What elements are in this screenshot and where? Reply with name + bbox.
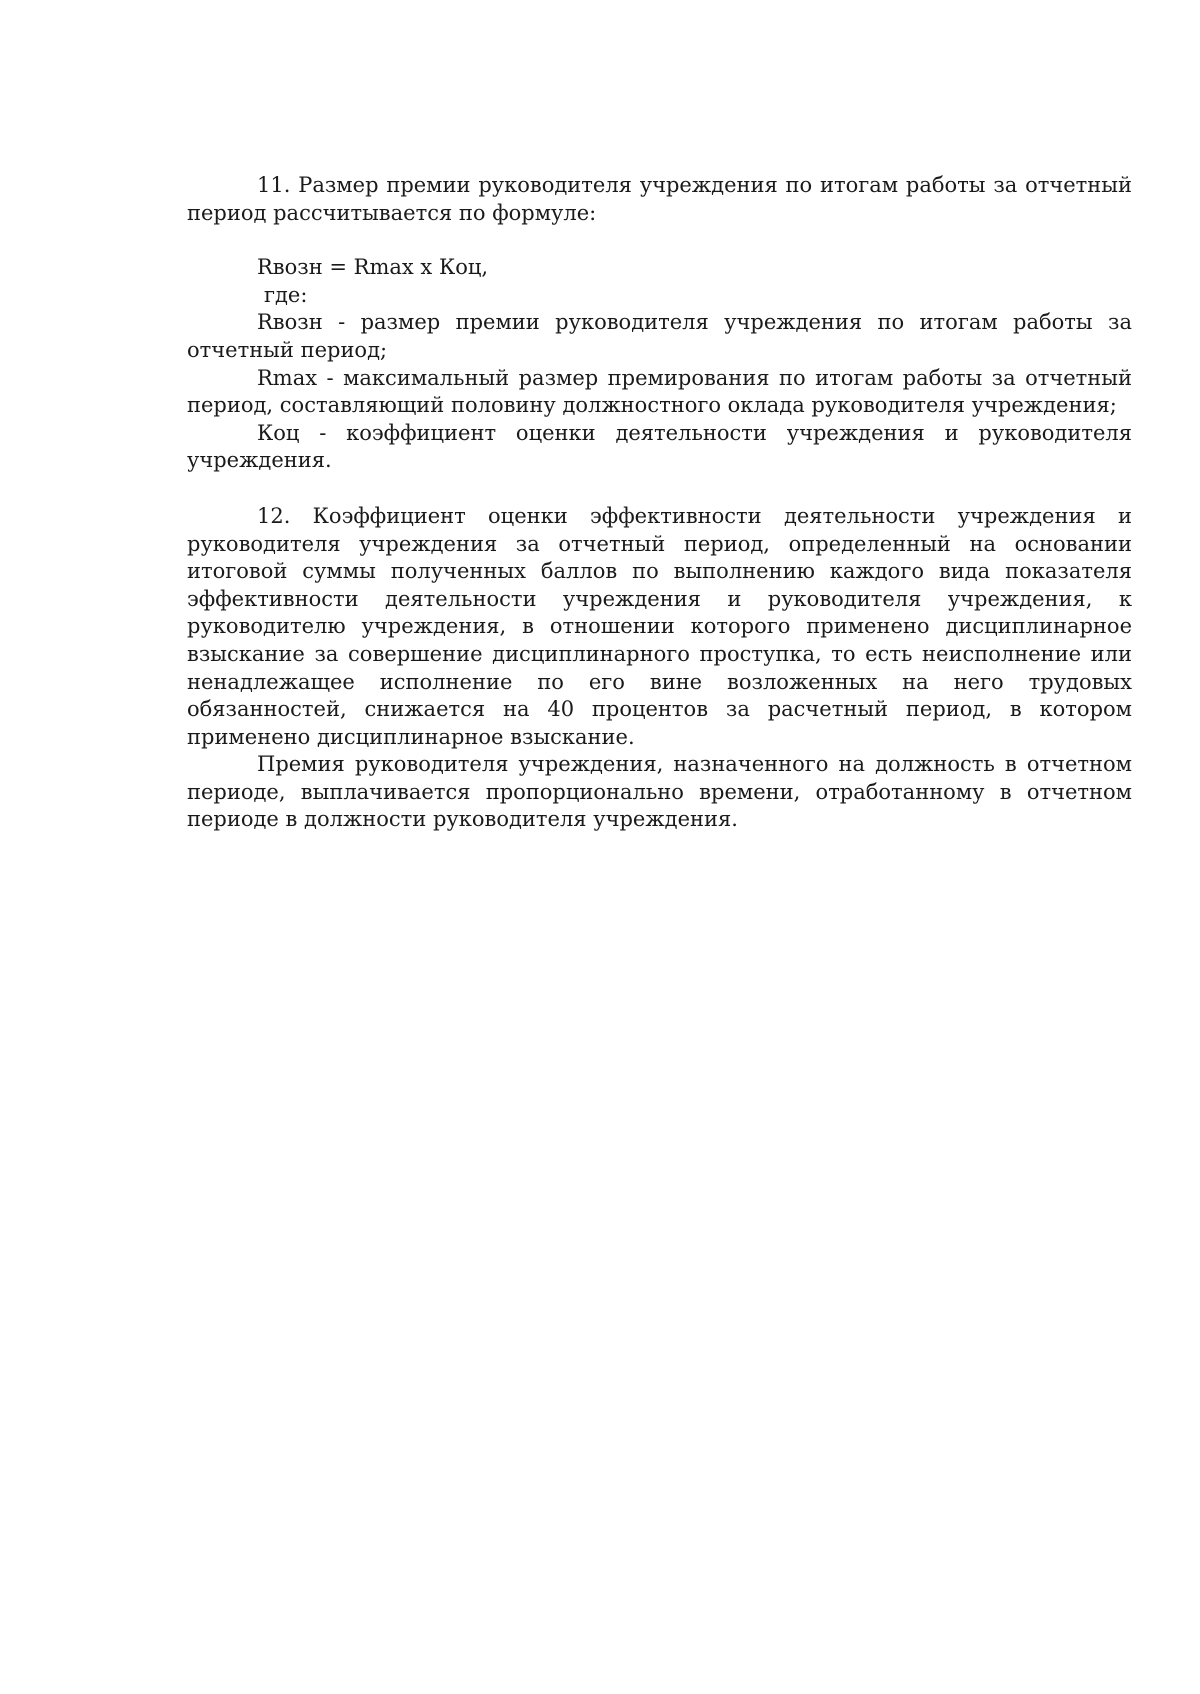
section-12-paragraph: Премия руководителя учреждения, назначенного на должность в отчетном периоде, выплачивается пропорционально времени, отработанному в отчетном периоде в должности руководителя учреждения. — [187, 752, 1132, 832]
document-body — [187, 172, 1132, 834]
section-12-paragraph: 12. Коэффициент оценки эффективности деятельности учреждения и руководителя учреждения за отчетный период, определенный на основании итоговой суммы полученных баллов по выполнению каждого вида показателя эффективности деятельности учреждения и руководителя учреждения, к руководителю учреждения, в отношении которого применено дисциплинарное взыскание за совершение дисциплинарного проступка, то есть неисполнение или ненадлежащее исполнение по его вине возложенных на него трудовых обязанностей, снижается на 40 процентов за расчетный период, в котором применено дисциплинарное взыскание. — [187, 503, 1132, 749]
definition-r-max: Rmax - максимальный размер премирования по итогам работы за отчетный период, составляющий половину должностного оклада руководителя учреждения; — [187, 365, 1132, 418]
bonus-formula: Rвозн = Rmax x Коц, — [257, 255, 489, 280]
section-11-intro: 11. Размер премии руководителя учреждения по итогам работы за отчетный период рассчитывается по формуле: — [187, 173, 1132, 225]
spacer — [187, 475, 1132, 503]
spacer — [187, 227, 1132, 254]
definition-k-oc: Коц - коэффициент оценки деятельности учреждения и руководителя учреждения. — [187, 420, 1132, 473]
formula-where-label: где: — [264, 282, 308, 307]
definition-r-vozn: Rвозн - размер премии руководителя учреждения по итогам работы за отчетный период; — [187, 310, 1132, 362]
